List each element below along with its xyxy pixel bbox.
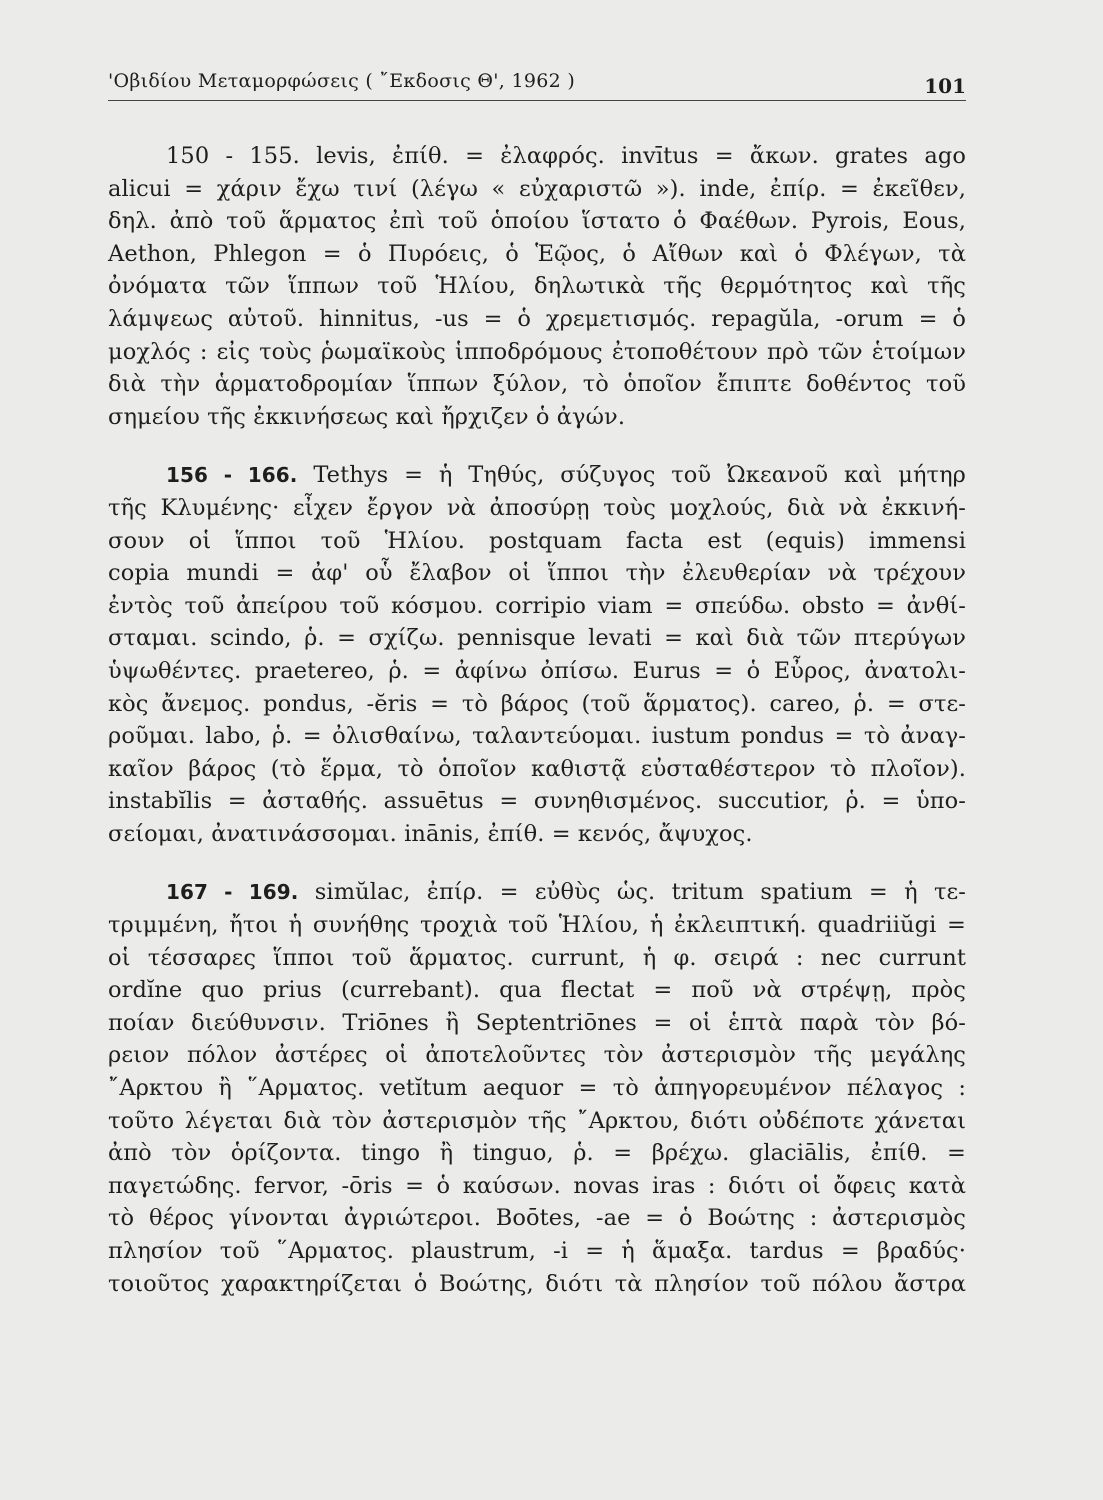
text-line: 150 - 155. levis, ἐπίθ. = ἐλαφρός. invītus = ἄκων. grates ago: [166, 143, 967, 169]
text-line: παγετώδης. fervor, -ōris = ὁ καύσων. novas iras : διότι οἱ ὄφεις κατὰ: [108, 1172, 966, 1199]
text-line: ἐντὸς τοῦ ἀπείρου τοῦ κόσμου. corripio viam = σπεύδω. obsto = ἀνθί-: [108, 592, 966, 619]
text-line: τριμμένη, ἤτοι ἡ συνήθης τροχιὰ τοῦ Ἡλίου, ἡ ἐκλειπτική. quadriiŭgi =: [108, 912, 966, 939]
text-line: ῎Αρκτου ἢ ῞Αρματος. vetĭtum aequor = τὸ ἀπηγορευμένον πέλαγος :: [108, 1075, 966, 1102]
verse-reference: 150 - 155.: [166, 143, 300, 169]
text-line: ὑψωθέντες. praetereo, ῥ. = ἀφίνω ὀπίσω. Eurus = ὁ Εὖρος, ἀνατολι-: [108, 657, 966, 684]
text-line: Aethon, Phlegon = ὁ Πυρόεις, ὁ Ἑῷος, ὁ Αἴθων καὶ ὁ Φλέγων, τὰ: [108, 240, 966, 267]
running-head: 'Οβιδίου Μεταμορφώσεις ( ῎Εκδοσις Θ', 1962 ): [108, 70, 576, 92]
text-line: τῆς Κλυμένης· εἶχεν ἔργον νὰ ἀποσύρῃ τοὺς μοχλούς, διὰ νὰ ἐκκινή-: [108, 494, 966, 521]
text-line: μοχλός : εἰς τοὺς ῥωμαϊκοὺς ἱπποδρόμους ἐτοποθέτουν πρὸ τῶν ἑτοίμων: [108, 338, 966, 365]
text-line: πλησίον τοῦ ῞Αρματος. plaustrum, -i = ἡ ἅμαξα. tardus = βραδύς·: [108, 1238, 966, 1264]
text-line: instabĭlis = ἀσταθής. assuētus = συνηθισμένος. succutior, ῥ. = ὑπο-: [108, 788, 966, 815]
text-line: ὀνόματα τῶν ἵππων τοῦ Ἡλίου, δηλωτικὰ τῆς θερμότητος καὶ τῆς: [108, 273, 966, 300]
commentary-entry-150-155: [108, 140, 966, 433]
text-line: σουν οἱ ἵπποι τοῦ Ἡλίου. postquam facta est (equis) immensi: [108, 527, 966, 554]
page-number: 101: [924, 74, 966, 98]
text-line: διὰ τὴν ἁρματοδρομίαν ἵππων ξύλον, τὸ ὁποῖον ἔπιπτε δοθέντος τοῦ: [108, 371, 966, 398]
text-line: λάμψεως αὐτοῦ. hinnitus, -us = ὁ χρεμετισμός. repagŭla, -orum = ὁ: [108, 305, 966, 332]
text-line: ρειον πόλον ἀστέρες οἱ ἀποτελοῦντες τὸν ἀστερισμὸν τῆς μεγάλης: [108, 1042, 966, 1069]
text-line: δηλ. ἀπὸ τοῦ ἅρματος ἐπὶ τοῦ ὁποίου ἵστατο ὁ Φαέθων. Pyrois, Eous,: [108, 208, 966, 235]
page-header: [108, 66, 966, 101]
text-line: κὸς ἄνεμος. pondus, -ĕris = τὸ βάρος (τοῦ ἅρματος). careo, ῥ. = στε-: [108, 690, 966, 717]
text-line: ordĭne quo prius (currebant). qua flectat = ποῦ νὰ στρέψῃ, πρὸς: [108, 977, 966, 1004]
text-line: καῖον βάρος (τὸ ἕρμα, τὸ ὁποῖον καθιστᾷ εὐσταθέστερον τὸ πλοῖον).: [108, 755, 966, 782]
text-line: ροῦμαι. labo, ῥ. = ὀλισθαίνω, ταλαντεύομαι. iustum pondus = τὸ ἀναγ-: [108, 723, 966, 750]
text-line: τοιοῦτος χαρακτηρίζεται ὁ Βοώτης, διότι τὰ πλησίον τοῦ πόλου ἄστρα: [108, 1270, 966, 1297]
text-line: ἀπὸ τὸν ὁρίζοντα. tingo ἢ tinguo, ῥ. = βρέχω. glaciālis, ἐπίθ. =: [108, 1140, 966, 1167]
text-line: σταμαι. scindo, ῥ. = σχίζω. pennisque levati = καὶ διὰ τῶν πτερύγων: [108, 625, 966, 652]
verse-reference: 167 - 169.: [166, 880, 299, 905]
commentary-entry-156-166: [108, 459, 966, 850]
text-line: copia mundi = ἀφ' οὗ ἔλαβον οἱ ἵπποι τὴν ἐλευθερίαν νὰ τρέχουν: [108, 560, 966, 587]
text-line: τὸ θέρος γίνονται ἀγριώτεροι. Boōtes, -ae = ὁ Βοώτης : ἀστερισμὸς: [108, 1205, 966, 1232]
text-line: ποίαν διεύθυνσιν. Triōnes ἢ Septentriōnes = οἱ ἑπτὰ παρὰ τὸν βό-: [108, 1009, 966, 1036]
commentary-body: [108, 140, 966, 1300]
text-line: σημείου τῆς ἐκκινήσεως καὶ ἤρχιζεν ὁ ἀγών.: [108, 403, 626, 430]
text-line: σείομαι, ἀνατινάσσομαι. inānis, ἐπίθ. = κενός, ἄψυχος.: [108, 820, 753, 847]
text-line: 167 - 169. simŭlac, ἐπίρ. = εὐθὺς ὡς. tritum spatium = ἡ τε-: [166, 879, 966, 906]
text-line: οἱ τέσσαρες ἵπποι τοῦ ἅρματος. currunt, ἡ φ. σειρά : nec currunt: [108, 944, 966, 971]
verse-reference: 156 - 166.: [166, 463, 298, 488]
text-line: alicui = χάριν ἔχω τινί (λέγω « εὐχαριστῶ »). inde, ἐπίρ. = ἐκεῖθεν,: [108, 175, 966, 202]
text-line: τοῦτο λέγεται διὰ τὸν ἀστερισμὸν τῆς ῎Αρκτου, διότι οὐδέποτε χάνεται: [108, 1107, 966, 1134]
commentary-entry-167-169: [108, 876, 966, 1300]
text-line: 156 - 166. Tethys = ἡ Τηθύς, σύζυγος τοῦ Ὠκεανοῦ καὶ μήτηρ: [166, 462, 966, 489]
